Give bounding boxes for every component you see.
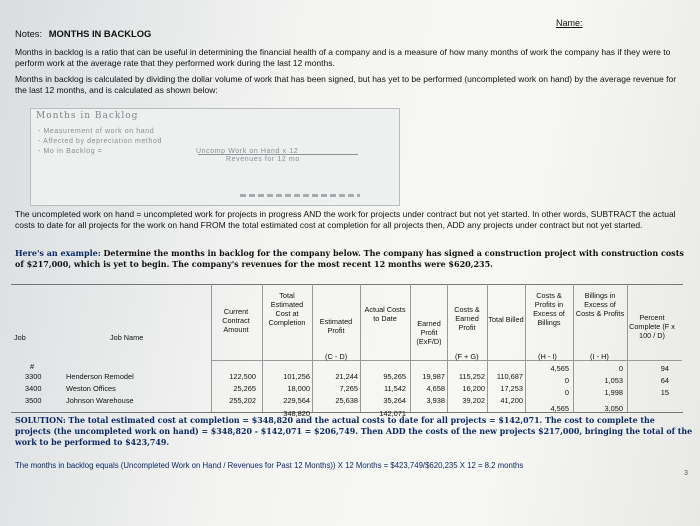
table-cell-costs-earned: 39,202 — [462, 396, 485, 405]
table-cell-excess-billings: 1,053 — [604, 376, 623, 385]
solution-text: The total estimated cost at completion = $348,820 and the actual costs to date for all projects = $142,071. The cost to complete the projects (the uncompleted work on hand) = $348,820 - $142,071 = $206,749. Then ADD the costs of the new projects $217,000, bringing the total of the work to be performed to $423,749. — [15, 416, 693, 447]
intro-paragraph-1: Months in backlog is a ratio that can be useful in determining the financial health of a company and is a measure of how many months of work the company has if they were to perform work at the average rate that they performed work during the last 12 months. — [15, 47, 671, 68]
notes-title: MONTHS IN BACKLOG — [48, 28, 152, 39]
table-cell-total-est: 229,564 — [283, 396, 310, 405]
formula-line-3-left: - Mo in Backlog = — [38, 148, 103, 155]
box-footer-text-blur — [240, 194, 360, 197]
table-cell-excess-costs: 0 — [564, 388, 569, 397]
table-cell-earned: 3,938 — [426, 396, 445, 405]
table-cell-pct: 64 — [660, 376, 669, 385]
table-cell-costs-earned: 115,252 — [458, 372, 485, 381]
formula-excess-costs: (H - I) — [538, 352, 557, 361]
table-cell-contract: 255,202 — [229, 396, 256, 405]
total-excess-billings: 3,050 — [604, 404, 623, 413]
formula-costs-earned: (F + G) — [455, 352, 479, 361]
formula-box — [30, 108, 400, 206]
header-actual-costs: Actual Costs to Date — [364, 305, 406, 323]
explanation-paragraph: The uncompleted work on hand = uncompleted work for projects in progress AND the work for projects under contract but not yet started. In other words, SUBTRACT the actual costs to date for all projects for the work on hand FROM the total estimated cost at completion for all projects then, ADD any projects under contract but not yet started. — [15, 209, 676, 230]
table-cell-contract: 25,265 — [233, 384, 256, 393]
table-cell-excess-costs: 4,565 — [550, 364, 569, 373]
header-excess-billings: Billings in Excess of Costs & Profits — [575, 291, 625, 318]
table-cell-costs-earned: 16,200 — [462, 384, 485, 393]
header-job: Job — [14, 333, 26, 342]
table-cell-job: 3500 — [25, 396, 42, 405]
formula-denominator: Revenues for 12 mo — [226, 156, 300, 163]
table-cell-earned: 4,658 — [426, 384, 445, 393]
solution-paragraph — [15, 415, 693, 448]
page-number: 3 — [684, 470, 688, 477]
intro-paragraph-2: Months in backlog is calculated by dividing the dollar volume of work that has been signed, but has yet to be performed (uncompleted work on hand) by the average revenue for the last 12 months, and is calculated as shown below: — [15, 74, 677, 95]
header-total-estimated: Total Estimated Cost at Completion — [268, 291, 306, 327]
total-estimated-cost: 348,820 — [283, 409, 310, 418]
formula-line-2: - Affected by depreciation method — [38, 138, 162, 145]
table-cell-pct: 94 — [660, 364, 669, 373]
header-divider — [212, 360, 682, 361]
header-earned-profit: Earned Profit (ExF/D) — [416, 319, 442, 346]
final-answer: The months in backlog equals (Uncompleted Work on Hand / Revenues for Past 12 Months)) X 12 Months = $423,749/$620,235 X 12 = 8.2 months — [15, 461, 524, 470]
fraction-bar — [198, 154, 358, 155]
table-cell-actual: 95,265 — [383, 372, 406, 381]
table-cell-job: 3400 — [25, 384, 42, 393]
formula-excess-billings: (I - H) — [590, 352, 609, 361]
table-cell-billed: 17,253 — [500, 384, 523, 393]
table-cell-earned: 19,987 — [422, 372, 445, 381]
table-cell-excess-billings: 1,998 — [604, 388, 623, 397]
formula-hash: # — [30, 362, 35, 371]
header-job-name: Job Name — [110, 333, 144, 342]
header-percent-complete: Percent Complete (F x 100 / D) — [629, 313, 675, 340]
solution-lead: SOLUTION: — [15, 416, 66, 425]
total-excess-costs: 4,565 — [550, 404, 569, 413]
table-cell-total-est: 101,256 — [283, 372, 310, 381]
name-label: Name: — [556, 18, 583, 28]
formula-box-title: Months in Backlog — [36, 111, 139, 121]
table-cell-contract: 122,500 — [229, 372, 256, 381]
formula-line-1: - Measurement of work on hand — [38, 128, 155, 135]
notes-prefix: Notes: — [15, 28, 43, 39]
table-cell-name: Johnson Warehouse — [66, 396, 134, 405]
total-actual-costs: 142,071 — [379, 409, 406, 418]
notes-heading — [15, 28, 151, 39]
table-cell-billed: 41,200 — [500, 396, 523, 405]
table-cell-name: Weston Offices — [66, 384, 116, 393]
header-estimated-profit: Estimated Profit — [319, 317, 353, 335]
header-costs-earned-profit: Costs & Earned Profit — [454, 305, 480, 332]
header-contract: Current Contract Amount — [222, 307, 250, 334]
table-cell-total-est: 18,000 — [287, 384, 310, 393]
formula-est-profit: (C - D) — [325, 352, 348, 361]
table-cell-est-profit: 21,244 — [335, 372, 358, 381]
example-text: Determine the months in backlog for the company below. The company has signed a construction project with construction costs of $217,000, which is yet to begin. The company's revenues for the most recent 12 months were $620,235. — [15, 248, 684, 269]
table-cell-est-profit: 7,265 — [339, 384, 358, 393]
table-cell-billed: 110,687 — [496, 372, 523, 381]
table-cell-excess-costs: 0 — [564, 376, 569, 385]
table-cell-pct: 15 — [660, 388, 669, 397]
header-excess-costs: Costs & Profits in Excess of Billings — [533, 291, 565, 327]
header-total-billed: Total Billed — [488, 315, 524, 324]
formula-numerator: Uncomp Work on Hand x 12 — [196, 148, 299, 155]
table-top-border — [11, 284, 683, 285]
table-cell-job: 3300 — [25, 372, 42, 381]
table-cell-actual: 11,542 — [383, 384, 406, 393]
example-lead: Here's an example: — [15, 248, 101, 258]
table-cell-est-profit: 25,638 — [335, 396, 358, 405]
table-cell-excess-billings: 0 — [618, 364, 623, 373]
table-cell-actual: 35,264 — [383, 396, 406, 405]
table-cell-name: Henderson Remodel — [66, 372, 134, 381]
example-paragraph — [15, 248, 685, 270]
